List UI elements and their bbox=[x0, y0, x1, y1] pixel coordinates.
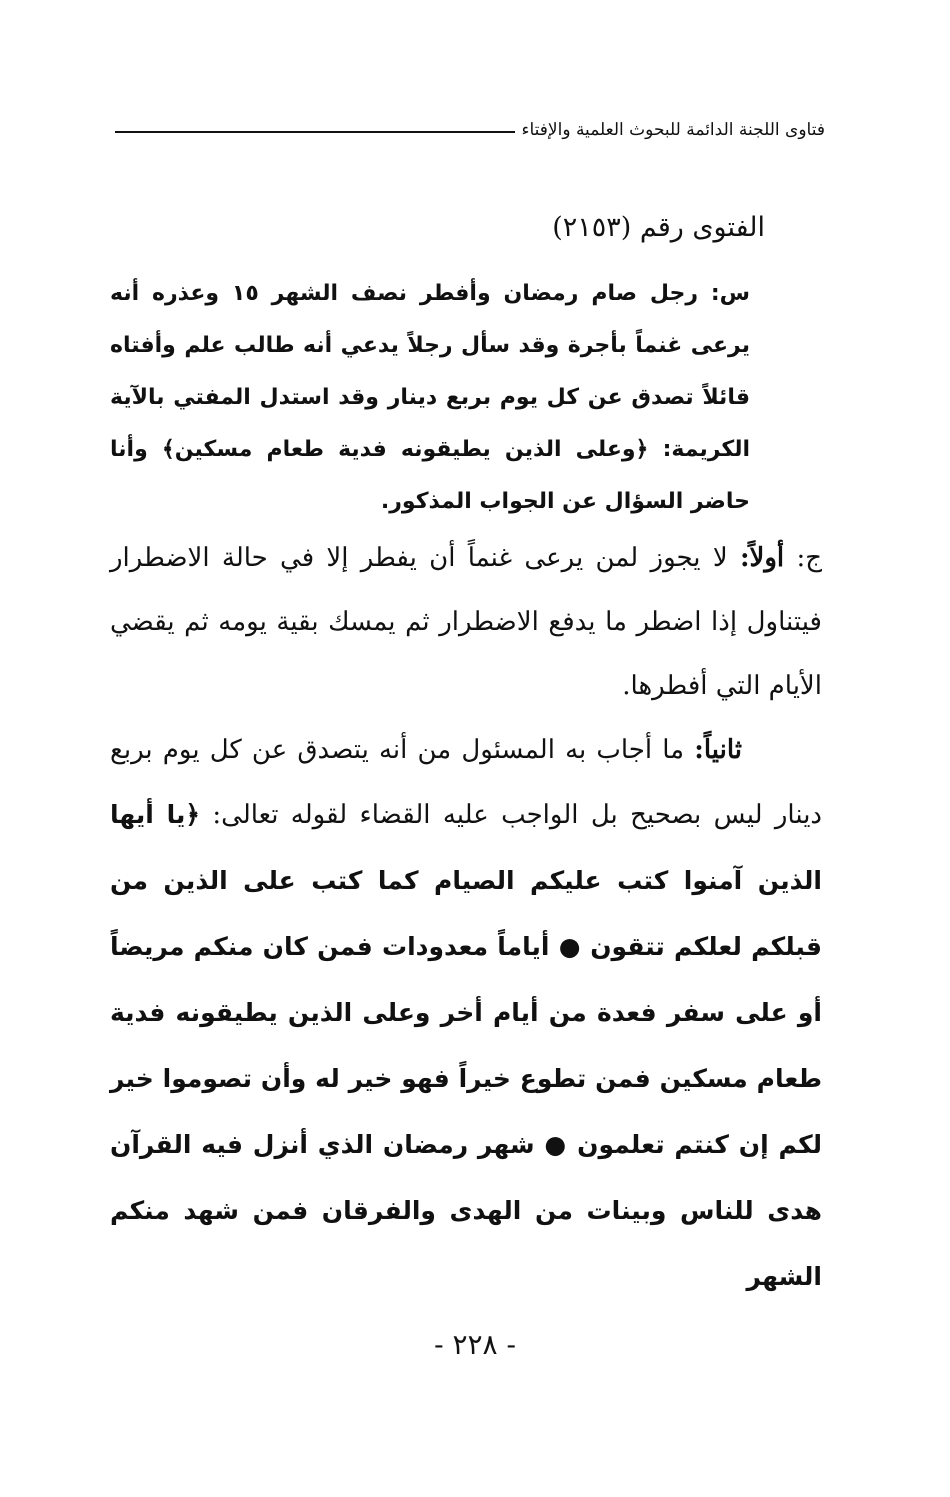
question-text: س: رجل صام رمضان وأفطر نصف الشهر ١٥ وعذره أنه يرعى غنماً بأجرة وقد سأل رجلاً يدعي أنه طالب علم وأفتاه قائلاً تصدق عن كل يوم بربع دينار وقد استدل المفتي بالآية الكريمة: ﴿وعلى الذين يطيقونه فدية طعام مسكين﴾ وأنا حاضر السؤال عن الجواب المذكور. bbox=[110, 281, 750, 514]
first-point-label: أولاً: bbox=[739, 543, 785, 573]
first-point-text: لا يجوز لمن يرعى غنماً أن يفطر إلا في حالة الاضطرار فيتناول إذا اضطر ما يدفع الاضطرار ثم يمسك بقية يومه ثم يقضي الأيام التي أفطرها. bbox=[110, 543, 822, 701]
answer-second-paragraph bbox=[110, 718, 822, 1310]
fatwa-number: الفتوى رقم (٢١٥٣) bbox=[552, 212, 765, 243]
answer-section bbox=[110, 526, 822, 1310]
second-point-text: ما أجاب به المسئول من أنه يتصدق عن كل يوم بربع دينار ليس بصحيح بل الواجب عليه القضاء لقوله تعالى: bbox=[110, 735, 823, 830]
quran-verse: ﴿يا أيها الذين آمنوا كتب عليكم الصيام كما كتب على الذين من قبلكم لعلكم تتقون ● أياماً معدودات فمن كان منكم مريضاً أو على سفر فعدة من أيام أخر وعلى الذين يطيقونه فدية طعام مسكين فمن تطوع خيراً فهو خير له وأن تصوموا خير لكم إن كنتم تعلمون ● شهر رمضان الذي أنزل فيه القرآن هدى للناس وبينات من الهدى والفرقان فمن شهد منكم الشهر bbox=[110, 800, 822, 1291]
header-rule bbox=[115, 131, 515, 133]
running-header bbox=[115, 112, 825, 148]
page-number: - ٢٢٨ - bbox=[434, 1328, 516, 1361]
running-header-title: فتاوى اللجنة الدائمة للبحوث العلمية والإفتاء bbox=[521, 120, 825, 140]
answer-prefix: ج: bbox=[796, 543, 823, 573]
answer-first-paragraph bbox=[110, 526, 822, 718]
second-point-label: ثانياً: bbox=[694, 735, 742, 765]
